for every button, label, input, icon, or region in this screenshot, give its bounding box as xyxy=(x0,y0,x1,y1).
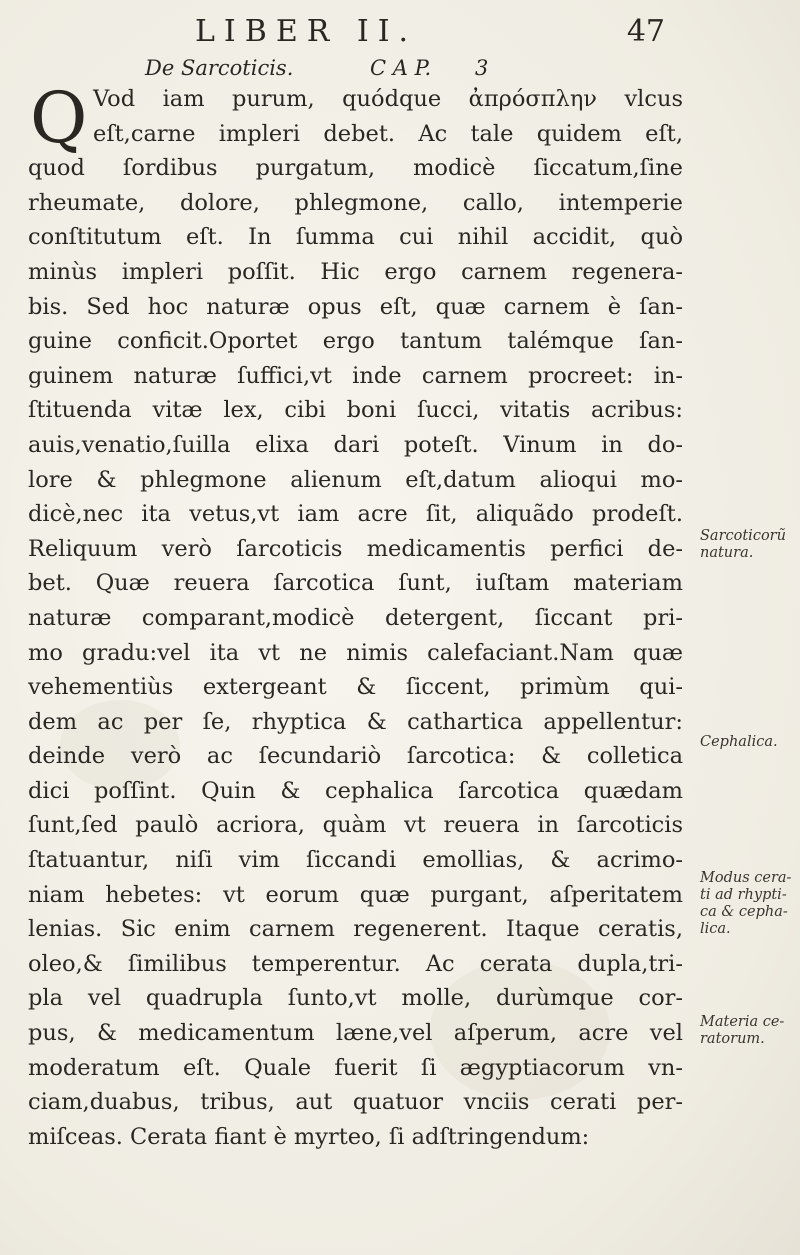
text-line: dicè,nec ita vetus,vt iam acre ſit, aliquãdo prodeſt. xyxy=(28,501,683,528)
margin-note-line: lica. xyxy=(700,921,731,937)
text-line: oleo,& ſimilibus temperentur. Ac cerata dupla,tri- xyxy=(28,950,683,977)
text-line: ſunt,ſed paulò acriora, quàm vt reuera in ſarcoticis xyxy=(28,812,683,839)
margin-note-line: Cephalica. xyxy=(700,734,778,750)
text-line: ciam,duabus, tribus, aut quatuor vnciis cerati per- xyxy=(28,1089,683,1116)
chapter-label: C A P. xyxy=(370,56,432,80)
text-line: mo gradu:vel ita vt ne nimis calefaciant.Nam quæ xyxy=(28,639,683,666)
text-line: moderatum eſt. Quale fuerit ſi ægyptiacorum vn- xyxy=(28,1054,683,1081)
running-head xyxy=(195,14,665,50)
text-line: dem ac per ſe, rhyptica & cathartica appellentur: xyxy=(28,708,683,735)
page-number: 47 xyxy=(626,14,665,49)
drop-cap: Q xyxy=(30,77,88,159)
running-head-title: LIBER II. xyxy=(195,14,418,49)
margin-note-line: ti ad rhypti- xyxy=(700,887,787,903)
text-line: quod ſordibus purgatum, modicè ſiccatum,ſine xyxy=(28,155,683,182)
text-line: bis. Sed hoc naturæ opus eſt, quæ carnem è ſan- xyxy=(28,293,683,320)
text-line: pla vel quadrupla ſunto,vt molle, durùmque cor- xyxy=(28,985,683,1012)
text-line: auis,venatio,ſuilla elixa dari poteſt. Vinum in do- xyxy=(28,431,683,458)
margin-notes xyxy=(700,0,800,1255)
text-line: ſtituenda vitæ lex, cibi boni ſucci, vitatis acribus: xyxy=(28,397,683,424)
text-line: dici poſſint. Quin & cephalica ſarcotica quædam xyxy=(28,777,683,804)
margin-note-sarcoticorum xyxy=(700,528,786,562)
text-line: bet. Quæ reuera ſarcotica ſunt, iuſtam materiam xyxy=(28,570,683,597)
body-text xyxy=(28,77,683,1154)
text-line: conſtitutum eſt. In ſumma cui nihil accidit, quò xyxy=(28,224,683,251)
margin-note-line: ratorum. xyxy=(700,1031,765,1047)
text-line: vehementiùs extergeant & ſiccent, primùm qui- xyxy=(28,674,683,701)
text-line: eſt,carne impleri debet. Ac tale quidem eſt, xyxy=(93,120,683,147)
text-line: miſceas. Cerata fiant è myrteo, ſi adſtringendum: xyxy=(28,1123,590,1150)
margin-note-line: Sarcoticorũ xyxy=(700,528,786,544)
margin-note-cephalica xyxy=(700,734,778,751)
margin-note-materia xyxy=(700,1014,784,1048)
text-line: Reliquum verò ſarcoticis medicamentis perfici de- xyxy=(28,535,683,562)
text-line: rheumate, dolore, phlegmone, callo, intemperie xyxy=(28,189,683,216)
section-title: De Sarcoticis. xyxy=(145,56,294,80)
chapter-number: 3 xyxy=(475,56,489,80)
margin-note-line: natura. xyxy=(700,545,754,561)
text-line: ſtatuantur, niſi vim ſiccandi emollias, & acrimo- xyxy=(28,847,683,874)
text-line: lenias. Sic enim carnem regenerent. Itaque ceratis, xyxy=(28,916,683,943)
text-line: minùs impleri poſſit. Hic ergo carnem regenera- xyxy=(28,258,683,285)
text-line: deinde verò ac ſecundariò ſarcotica: & colletica xyxy=(28,743,683,770)
margin-note-line: Modus cera- xyxy=(700,870,792,886)
margin-note-line: ca & cepha- xyxy=(700,904,788,920)
text-line: niam hebetes: vt eorum quæ purgant, aſperitatem xyxy=(28,881,683,908)
text-line: guinem naturæ ſuffici,vt inde carnem procreet: in- xyxy=(28,362,683,389)
text-line: lore & phlegmone alienum eſt,datum alioqui mo- xyxy=(28,466,683,493)
margin-note-modus xyxy=(700,870,791,938)
text-line: Vod iam purum, quódque ἀπρόσπλην vlcus xyxy=(93,86,683,112)
text-line: pus, & medicamentum læne,vel aſperum, acre vel xyxy=(28,1020,683,1047)
text-line: naturæ comparant,modicè detergent, ſiccant pri- xyxy=(28,604,683,631)
margin-note-line: Materia ce- xyxy=(700,1014,785,1030)
text-line: guine conficit.Oportet ergo tantum talémque ſan- xyxy=(28,328,683,355)
